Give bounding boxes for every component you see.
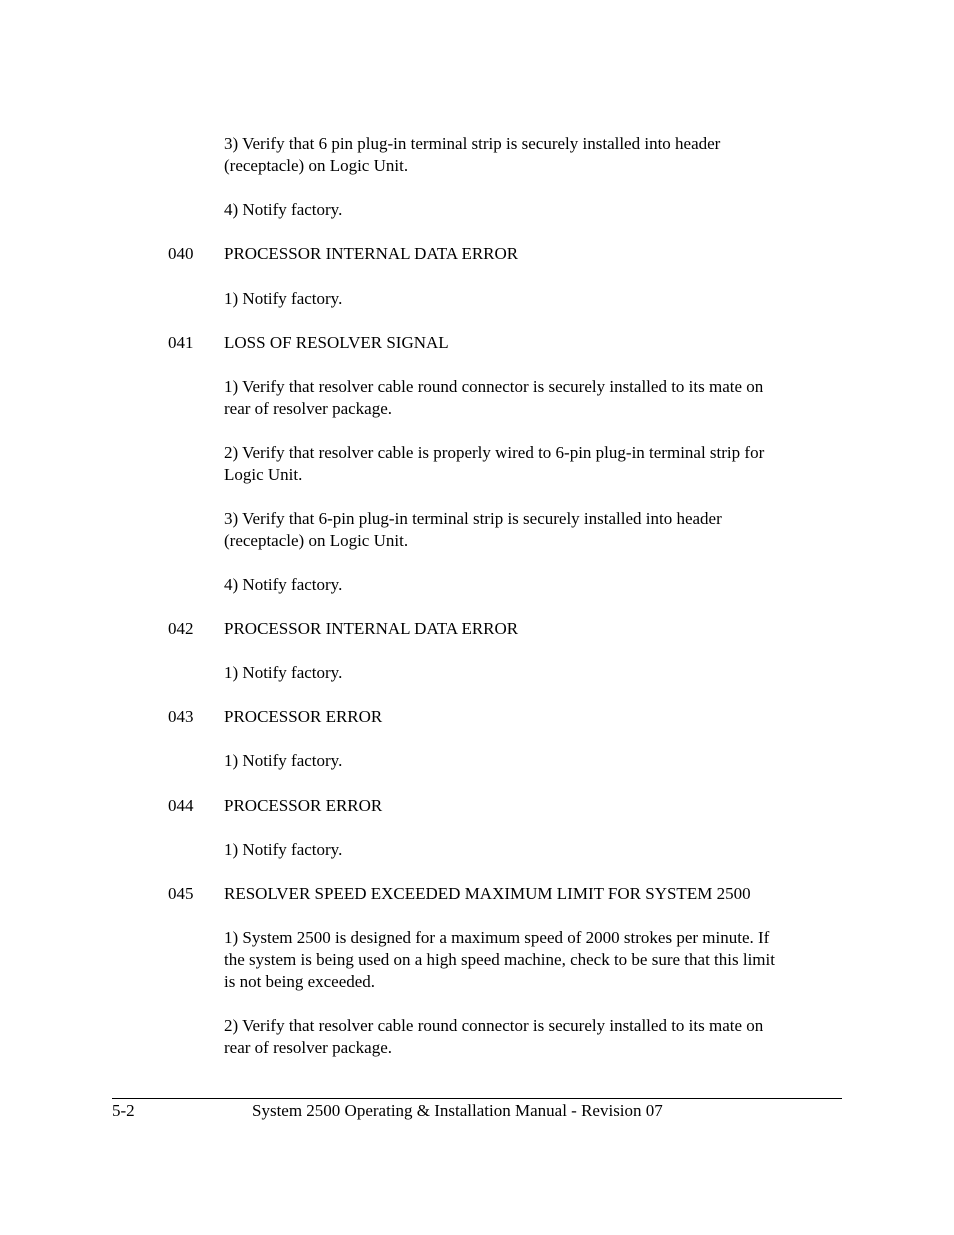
step-line: (receptacle) on Logic Unit. (224, 156, 409, 175)
error-code: 041 (168, 333, 194, 352)
error-title: LOSS OF RESOLVER SIGNAL (224, 333, 449, 352)
step-line: 1) Notify factory. (224, 289, 343, 308)
error-code: 045 (168, 884, 194, 903)
error-code: 044 (168, 796, 194, 815)
step-line: (receptacle) on Logic Unit. (224, 531, 409, 550)
error-code: 043 (168, 707, 194, 726)
footer-rule (112, 1098, 842, 1099)
footer-title: System 2500 Operating & Installation Manual - Revision 07 (252, 1101, 663, 1120)
page-number: 5-2 (112, 1101, 135, 1120)
step-line: 4) Notify factory. (224, 200, 343, 219)
step-line: rear of resolver package. (224, 399, 393, 418)
step-line: the system is being used on a high speed machine, check to be sure that this limit (224, 950, 775, 969)
step-line: 3) Verify that 6-pin plug-in terminal strip is securely installed into header (224, 509, 722, 528)
step-line: Logic Unit. (224, 465, 303, 484)
error-title: RESOLVER SPEED EXCEEDED MAXIMUM LIMIT FOR SYSTEM 2500 (224, 884, 751, 903)
error-code: 042 (168, 619, 194, 638)
error-title: PROCESSOR ERROR (224, 707, 383, 726)
step-line: 1) Verify that resolver cable round connector is securely installed to its mate on (224, 377, 764, 396)
step-line: 1) Notify factory. (224, 663, 343, 682)
error-title: PROCESSOR ERROR (224, 796, 383, 815)
error-code: 040 (168, 244, 194, 263)
step-line: 1) Notify factory. (224, 840, 343, 859)
step-line: 3) Verify that 6 pin plug-in terminal strip is securely installed into header (224, 134, 721, 153)
step-line: 1) System 2500 is designed for a maximum speed of 2000 strokes per minute. If (224, 928, 770, 947)
step-line: is not being exceeded. (224, 972, 376, 991)
step-line: rear of resolver package. (224, 1038, 393, 1057)
step-line: 1) Notify factory. (224, 751, 343, 770)
step-line: 2) Verify that resolver cable round connector is securely installed to its mate on (224, 1016, 764, 1035)
error-title: PROCESSOR INTERNAL DATA ERROR (224, 619, 519, 638)
step-line: 4) Notify factory. (224, 575, 343, 594)
error-title: PROCESSOR INTERNAL DATA ERROR (224, 244, 519, 263)
step-line: 2) Verify that resolver cable is properly wired to 6-pin plug-in terminal strip for (224, 443, 765, 462)
